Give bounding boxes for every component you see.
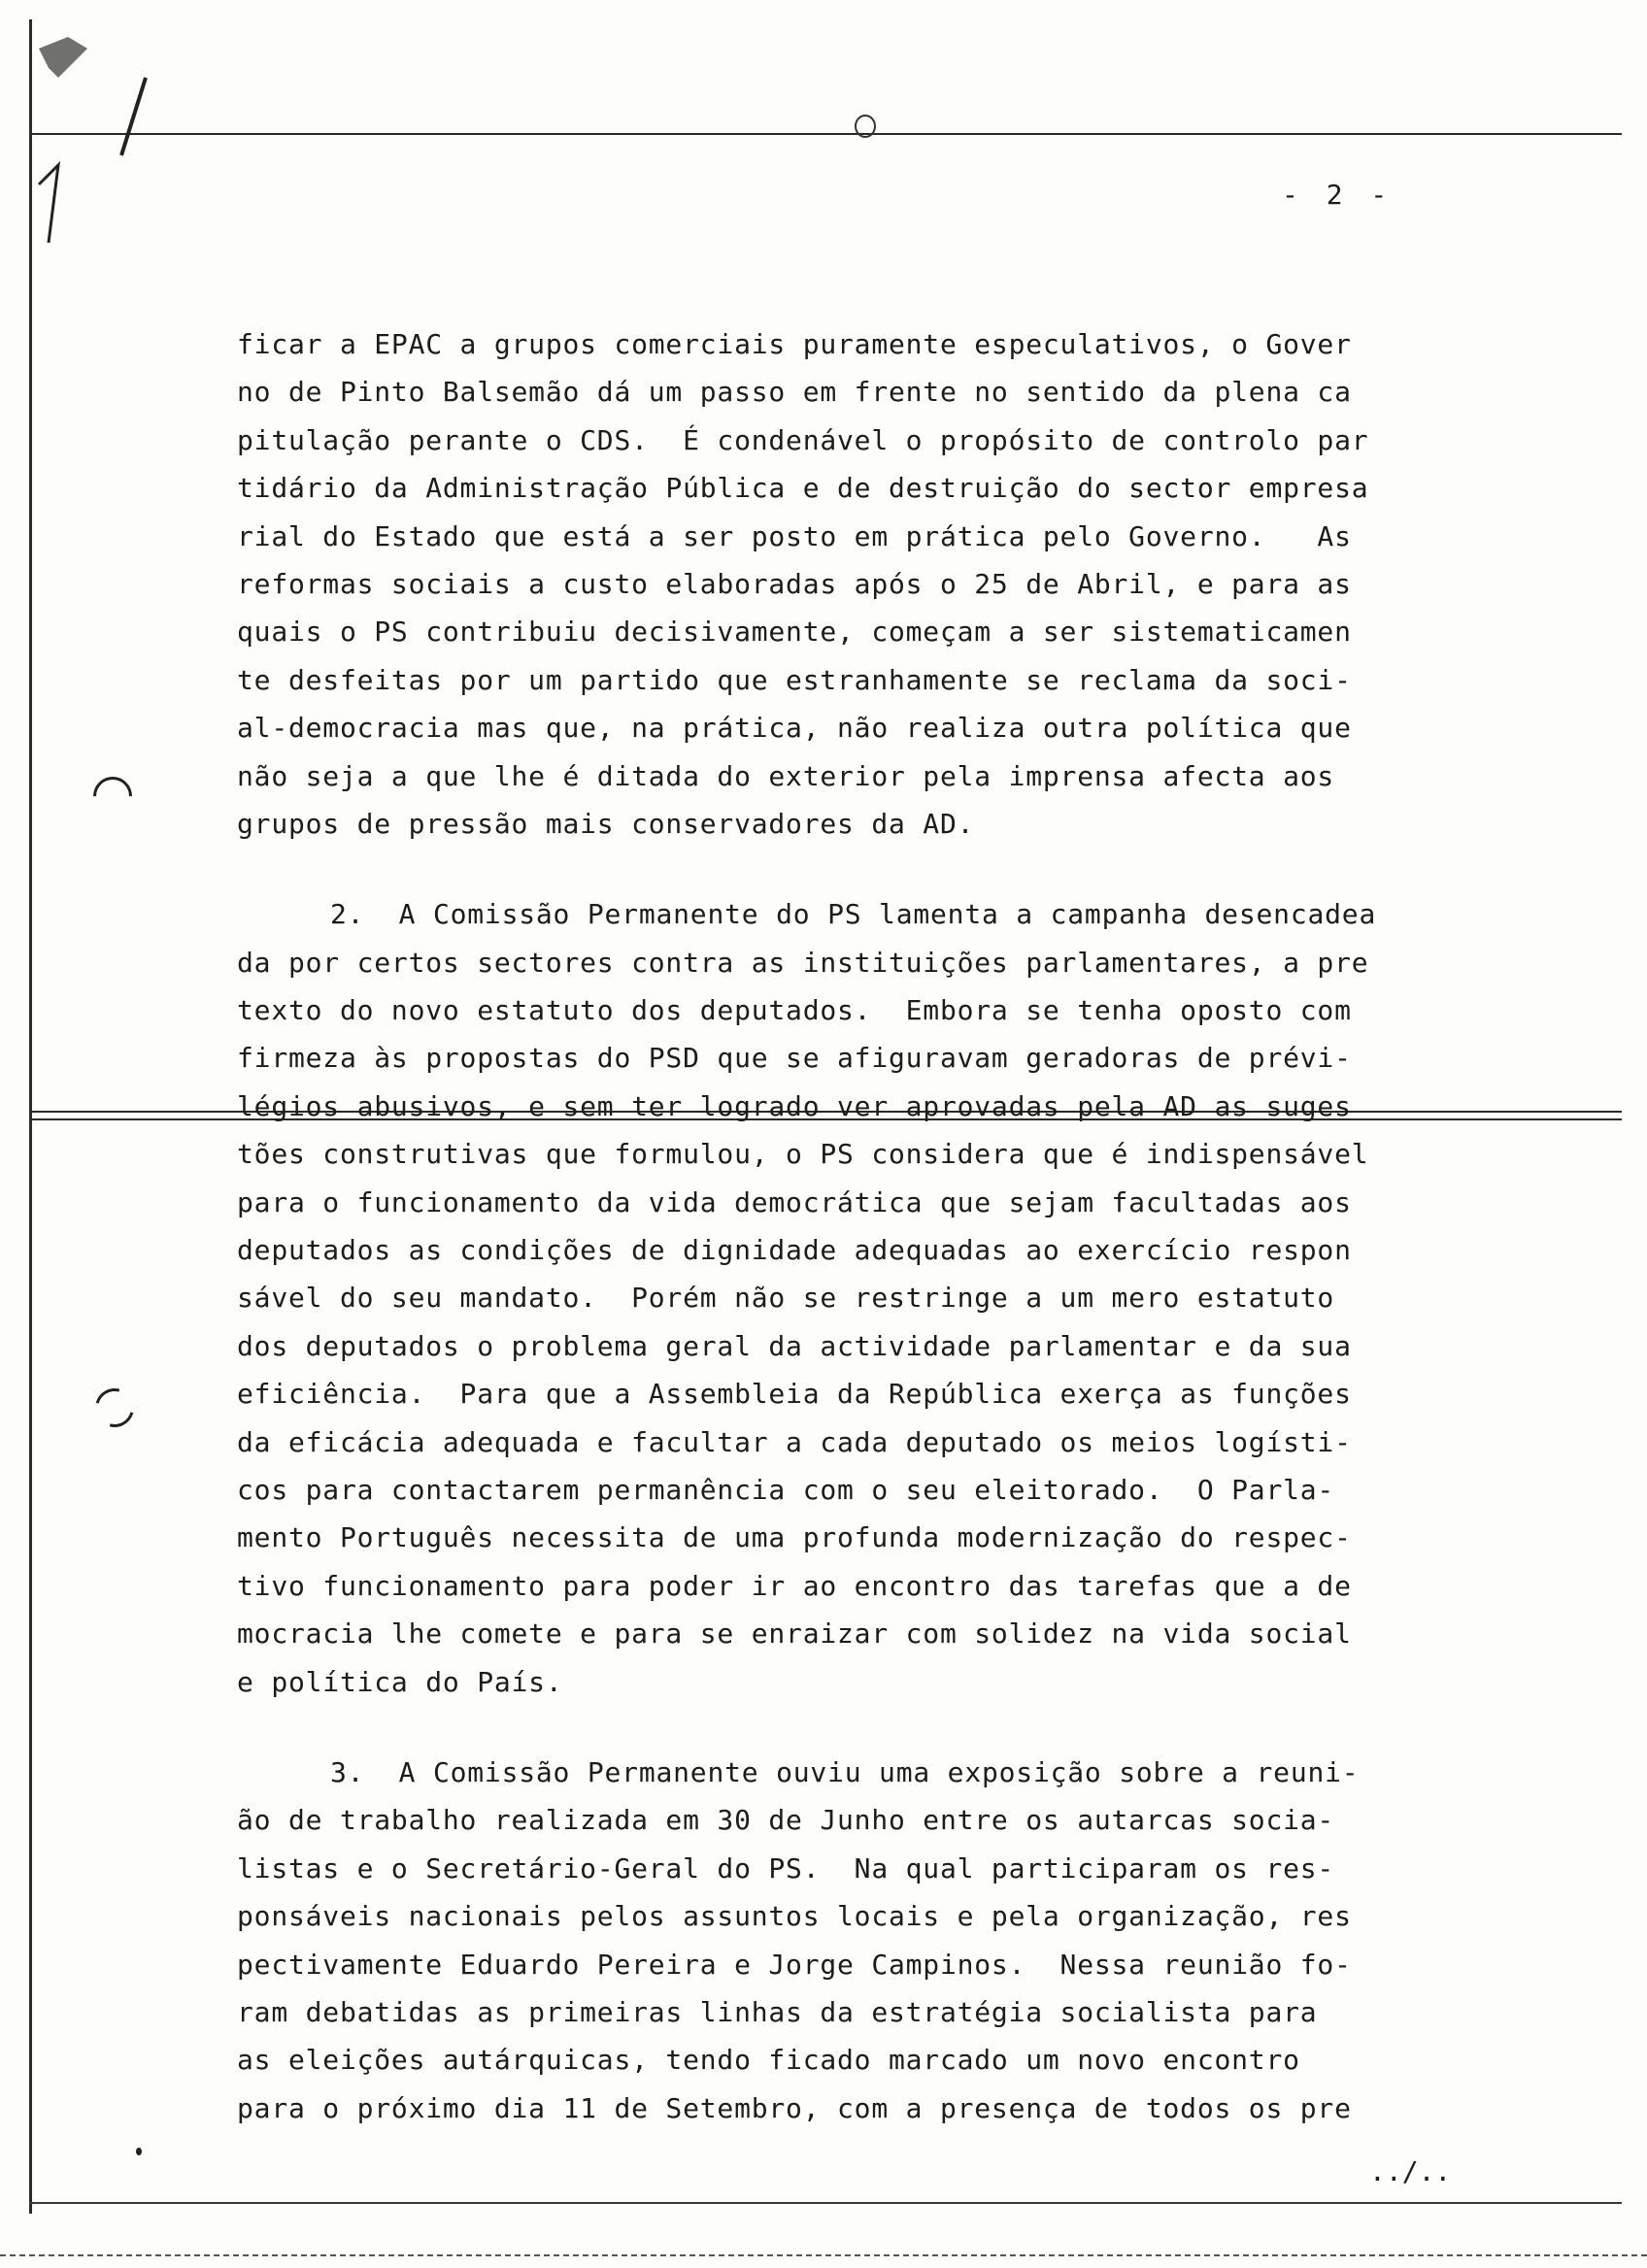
text-line: no de Pinto Balsemão dá um passo em frente no sentido da plena ca <box>237 376 1352 409</box>
binding-hole-icon <box>855 115 876 138</box>
text-line: ão de trabalho realizada em 30 de Junho entre os autarcas socia- <box>237 1804 1335 1837</box>
text-line: ponsáveis nacionais pelos assuntos locais e pela organização, res <box>237 1900 1352 1933</box>
top-rule <box>29 133 1622 135</box>
text-line: quais o PS contribuiu decisivamente, começam a ser sistematicamen <box>237 616 1352 649</box>
text-line: légios abusivos, e sem ter logrado ver aprovadas pela AD as suges <box>237 1089 1352 1122</box>
bottom-rule <box>29 2202 1622 2204</box>
bottom-edge-rule <box>0 2254 1647 2256</box>
text-line: mento Português necessita de uma profunda modernização do respec- <box>237 1521 1352 1554</box>
text-line: eficiência. Para que a Assembleia da República exerça as funções <box>237 1378 1352 1411</box>
text-line: da eficácia adequada e facultar a cada deputado os meios logísti- <box>237 1425 1352 1458</box>
text-line: reformas sociais a custo elaboradas após o 25 de Abril, e para as <box>237 567 1352 600</box>
text-line: para o próximo dia 11 de Setembro, com a presença de todos os pre <box>237 2091 1352 2124</box>
text-line: rial do Estado que está a ser posto em prática pelo Governo. As <box>237 519 1352 552</box>
corner-scribble-icon <box>29 19 175 252</box>
text-line: e política do País. <box>237 1665 563 1698</box>
punch-hole-icon <box>85 769 141 824</box>
text-line: não seja a que lhe é ditada do exterior pela imprensa afecta aos <box>237 759 1335 792</box>
text-line: tidário da Administração Pública e de destruição do sector empresa <box>237 472 1369 505</box>
text-line: para o funcionamento da vida democrática que sejam facultadas aos <box>237 1185 1352 1218</box>
text-line: mocracia lhe comete e para se enraizar com solidez na vida social <box>237 1618 1352 1651</box>
text-line: cos para contactarem permanência com o seu eleitorado. O Parla- <box>237 1473 1335 1506</box>
speck <box>136 2148 142 2155</box>
text-line: tões construtivas que formulou, o PS considera que é indispensável <box>237 1138 1369 1171</box>
text-line: sável do seu mandato. Porém não se restringe a um mero estatuto <box>237 1282 1335 1315</box>
text-line: te desfeitas por um partido que estranhamente se reclama da soci- <box>237 663 1352 696</box>
text-line: pitulação perante o CDS. É condenável o propósito de controlo par <box>237 423 1369 456</box>
text-line: deputados as condições de dignidade adequadas ao exercício respon <box>237 1234 1352 1267</box>
text-line: firmeza às propostas do PSD que se afiguravam geradoras de prévi- <box>237 1042 1352 1075</box>
text-line: tivo funcionamento para poder ir ao encontro das tarefas que a de <box>237 1569 1352 1602</box>
text-line: 2. A Comissão Permanente do PS lamenta a campanha desencadea <box>330 898 1377 931</box>
page-number: - 2 - <box>1282 179 1394 211</box>
text-line: grupos de pressão mais conservadores da AD. <box>237 807 975 840</box>
text-line: as eleições autárquicas, tendo ficado marcado um novo encontro <box>237 2044 1300 2077</box>
text-line: ram debatidas as primeiras linhas da estratégia socialista para <box>237 1995 1318 2028</box>
text-line: da por certos sectores contra as instituições parlamentares, a pre <box>237 946 1369 979</box>
document-body <box>237 320 1519 2132</box>
paragraph-1 <box>237 320 1519 848</box>
paragraph-3 <box>237 1749 1519 2132</box>
paragraph-2 <box>237 890 1519 1706</box>
text-line: pectivamente Eduardo Pereira e Jorge Campinos. Nessa reunião fo- <box>237 1948 1352 1981</box>
text-line: ficar a EPAC a grupos comerciais puramente especulativos, o Gover <box>237 328 1352 360</box>
punch-hole-icon <box>88 1382 142 1435</box>
text-line: dos deputados o problema geral da actividade parlamentar e da sua <box>237 1329 1352 1362</box>
continuation-mark: ../.. <box>1369 2155 1452 2187</box>
text-line: texto do novo estatuto dos deputados. Embora se tenha oposto com <box>237 994 1352 1027</box>
text-line: listas e o Secretário-Geral do PS. Na qual participaram os res- <box>237 1851 1335 1884</box>
text-line: 3. A Comissão Permanente ouviu uma exposição sobre a reuni- <box>330 1755 1360 1788</box>
text-line: al-democracia mas que, na prática, não realiza outra política que <box>237 712 1352 745</box>
